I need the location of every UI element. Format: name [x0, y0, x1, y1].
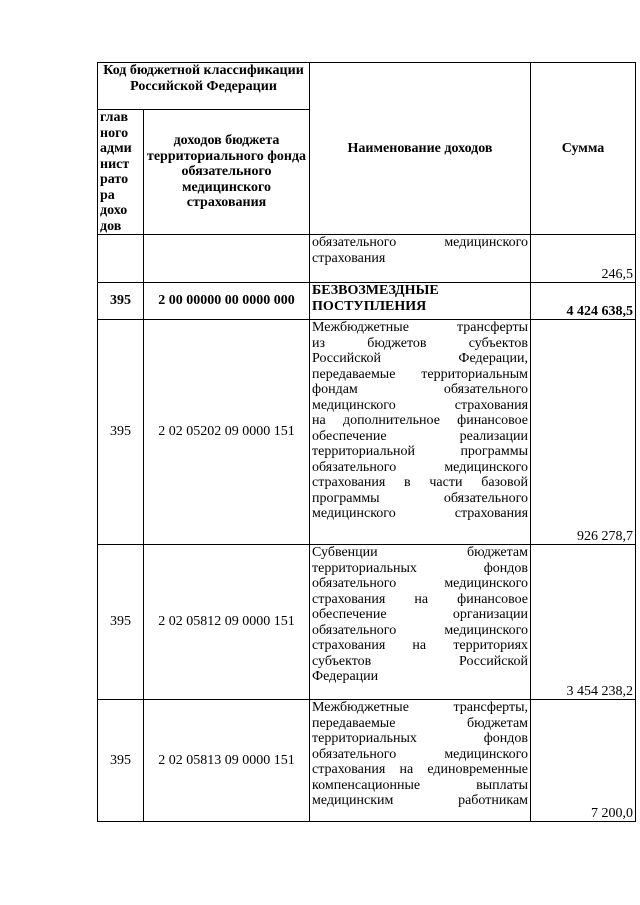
name-line: территориальной программы	[312, 444, 529, 459]
name-line: медицинского страхования	[312, 397, 529, 413]
name-line: страхования	[312, 250, 386, 266]
name-line: страхования на финансовое	[312, 591, 529, 607]
header-row-group	[98, 63, 636, 110]
revenue-table	[97, 62, 636, 822]
cell-amount: 7 200,0	[531, 700, 636, 822]
table-row	[98, 235, 636, 283]
cell-code: 2 02 05813 09 0000 151	[144, 700, 310, 822]
cell-admin: 395	[98, 545, 144, 700]
cell-code	[144, 235, 310, 283]
name-line: территориальных фондов	[312, 731, 529, 746]
name-line: обязательного медицинского	[312, 235, 529, 250]
name-line: обеспечение реализации	[312, 428, 529, 444]
table-row	[98, 700, 636, 822]
cell-name	[310, 545, 531, 700]
name-line: обязательного медицинского	[312, 622, 529, 638]
cell-name	[310, 283, 531, 320]
header-code-group: Код бюджетной классификации Российской Федерации	[98, 63, 310, 110]
name-line: территориальных фондов	[312, 560, 529, 576]
name-line: страхования на единовременные	[312, 762, 529, 777]
cell-admin: 395	[98, 283, 144, 320]
cell-admin: 395	[98, 700, 144, 822]
name-line: медицинского страхования	[312, 506, 529, 521]
name-line: компенсационные выплаты	[312, 777, 529, 793]
cell-name	[310, 235, 531, 283]
name-line: Субвенции бюджетам	[312, 545, 529, 560]
name-line: на дополнительное финансовое	[312, 413, 529, 428]
name-line: Федерации	[312, 669, 379, 684]
name-line: Межбюджетные трансферты	[312, 320, 529, 335]
name-line: субъектов Российской	[312, 653, 529, 669]
name-line: ПОСТУПЛЕНИЯ	[312, 298, 427, 314]
cell-admin: 395	[98, 320, 144, 545]
header-income-code: доходов бюджета территориального фонда обязательного медицинского страхования	[144, 110, 310, 235]
name-line: обязательного медицинского	[312, 576, 529, 591]
name-line: страхования в части базовой	[312, 475, 529, 490]
cell-code: 2 02 05812 09 0000 151	[144, 545, 310, 700]
cell-code: 2 02 05202 09 0000 151	[144, 320, 310, 545]
header-name: Наименование доходов	[310, 63, 531, 235]
table-row	[98, 283, 636, 320]
name-line: из бюджетов субъектов	[312, 335, 529, 351]
name-line: Российской Федерации,	[312, 351, 529, 366]
name-line: программы обязательного	[312, 490, 529, 506]
cell-admin	[98, 235, 144, 283]
name-line: страхования на территориях	[312, 638, 529, 653]
name-line: обязательного медицинского	[312, 459, 529, 475]
cell-name	[310, 700, 531, 822]
cell-code: 2 00 00000 00 0000 000	[144, 283, 310, 320]
name-line: БЕЗВОЗМЕЗДНЫЕ	[312, 283, 439, 298]
cell-amount: 4 424 638,5	[531, 283, 636, 320]
name-line: медицинским работникам	[312, 793, 529, 808]
table-row	[98, 545, 636, 700]
cell-amount: 246,5	[531, 235, 636, 283]
cell-name	[310, 320, 531, 545]
name-line: передаваемые территориальным	[312, 366, 529, 382]
name-line: фондам обязательного	[312, 382, 529, 397]
header-admin: глав ного адми нист рато ра дохо дов	[98, 110, 144, 235]
table-row	[98, 320, 636, 545]
name-line: Межбюджетные трансферты,	[312, 700, 529, 715]
name-line: передаваемые бюджетам	[312, 715, 529, 731]
name-line: обязательного медицинского	[312, 746, 529, 762]
cell-amount: 926 278,7	[531, 320, 636, 545]
cell-amount: 3 454 238,2	[531, 545, 636, 700]
header-sum: Сумма	[531, 63, 636, 235]
name-line: обеспечение организации	[312, 607, 529, 622]
